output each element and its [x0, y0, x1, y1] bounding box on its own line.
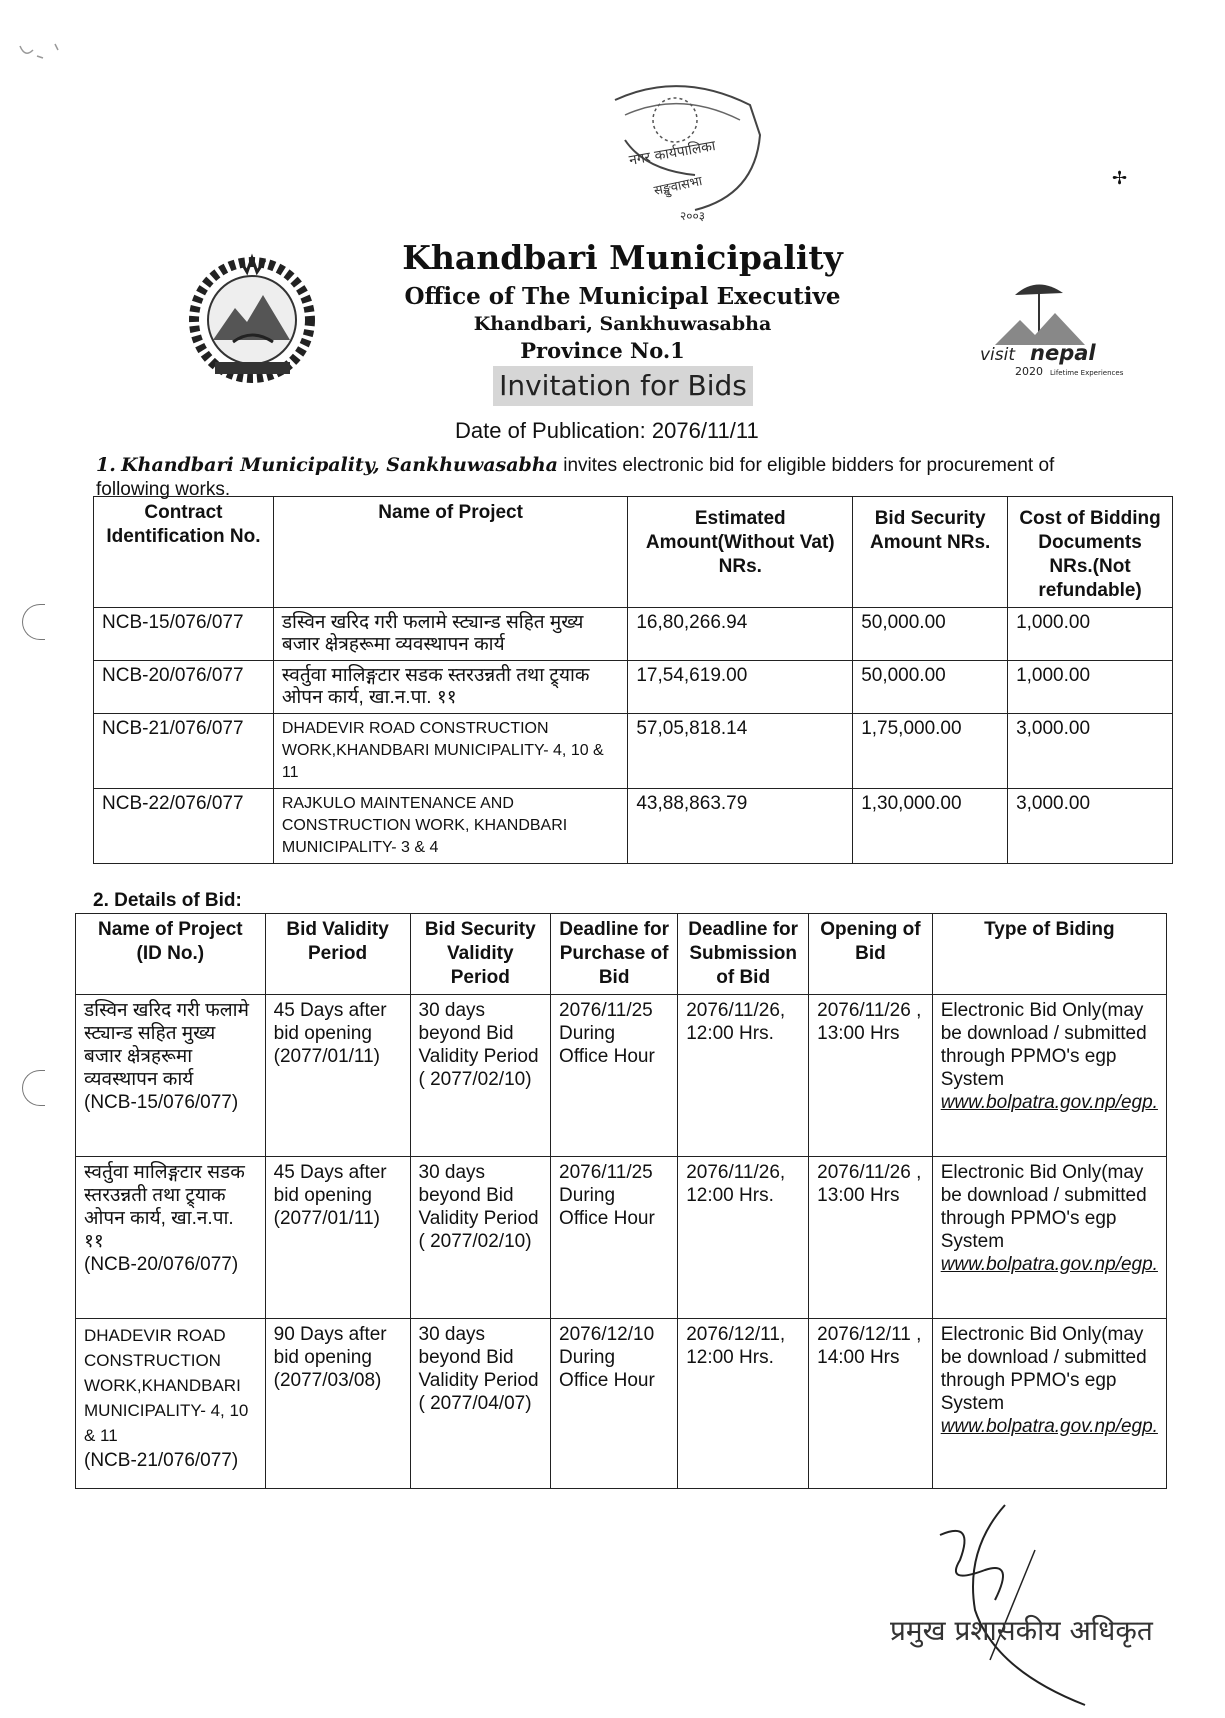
- table-row: [76, 1157, 1167, 1319]
- col-header-bid-security: Bid Security Amount NRs.: [853, 497, 1008, 608]
- office-address: Khandbari, Sankhuwasabha: [473, 313, 772, 335]
- contract-id-cell: NCB-22/076/077: [94, 789, 274, 864]
- scan-mark-icon: [15, 38, 75, 68]
- project-name-cell: स्वर्तुवा मालिङ्गटार सडक स्तरउन्नती तथा ट्र्याक ओपन कार्य, खा.न.पा. ११: [273, 661, 627, 714]
- bid-validity-cell: 45 Days after bid opening (2077/01/11): [265, 1157, 410, 1319]
- project-cell: [76, 1319, 266, 1489]
- col-header-contract-id: Contract Identification No.: [94, 497, 274, 608]
- bid-details-header-row: [76, 914, 1167, 995]
- col-header-bid-opening: Opening of Bid: [809, 914, 933, 995]
- col-header-bid-validity: Bid Validity Period: [265, 914, 410, 995]
- scan-mark-star-icon: ✢: [1112, 168, 1128, 189]
- bid-details-table: [75, 913, 1167, 1489]
- bid-opening-cell: 2076/11/26 , 13:00 Hrs: [809, 1157, 933, 1319]
- project-id: (NCB-20/076/077): [84, 1254, 239, 1275]
- purchase-deadline-cell: 2076/11/25 During Office Hour: [551, 995, 678, 1157]
- office-seal-stamp-icon: [585, 80, 775, 240]
- table-row: [94, 608, 1173, 661]
- bidding-type-cell: [932, 1157, 1166, 1319]
- purchase-deadline-cell: 2076/12/10 During Office Hour: [551, 1319, 678, 1489]
- project-name: स्वर्तुवा मालिङ्गटार सडक स्तरउन्नती तथा ट्र्याक ओपन कार्य, खा.न.पा. ११: [84, 1162, 245, 1252]
- security-validity-cell: 30 days beyond Bid Validity Period ( 2077/02/10): [410, 1157, 551, 1319]
- svg-text:2020: 2020: [1015, 365, 1043, 378]
- visit-nepal-logo-icon: [975, 275, 1124, 385]
- table-row: [76, 1319, 1167, 1489]
- security-validity-cell: 30 days beyond Bid Validity Period ( 2077/02/10): [410, 995, 551, 1157]
- intro-number: 1.: [96, 454, 116, 476]
- bidding-type-cell: [932, 995, 1166, 1157]
- security-validity-cell: 30 days beyond Bid Validity Period ( 2077/04/07): [410, 1319, 551, 1489]
- project-id: (NCB-15/076/077): [84, 1092, 239, 1113]
- signature-stamp-text: प्रमुख प्रशासकीय अधिकृत: [890, 1614, 1153, 1647]
- bidding-type-text: Electronic Bid Only(may be download / submitted through PPMO's egp System: [940, 1324, 1147, 1414]
- table-row: [76, 995, 1167, 1157]
- svg-text:Lifetime Experiences: Lifetime Experiences: [1050, 369, 1124, 377]
- bid-security-cell: 1,75,000.00: [853, 714, 1008, 789]
- col-header-project-id: Name of Project (ID No.): [76, 914, 266, 995]
- table-row: [94, 661, 1173, 714]
- svg-text:२००३: २००३: [680, 209, 705, 223]
- col-header-estimated-amount: Estimated Amount(Without Vat) NRs.: [628, 497, 853, 608]
- publication-date: Date of Publication: 2076/11/11: [455, 418, 759, 443]
- project-cell: [76, 1157, 266, 1319]
- bidding-type-text: Electronic Bid Only(may be download / submitted through PPMO's egp System: [940, 1000, 1147, 1090]
- estimated-amount-cell: 57,05,818.14: [628, 714, 853, 789]
- works-table-header-row: [94, 497, 1173, 608]
- svg-text:नगर कार्यपालिका: नगर कार्यपालिका: [627, 138, 717, 169]
- col-header-security-validity: Bid Security Validity Period: [410, 914, 551, 995]
- col-header-bidding-cost: Cost of Bidding Documents NRs.(Not refundable): [1008, 497, 1173, 608]
- table-row: [94, 789, 1173, 864]
- project-name-cell: RAJKULO MAINTENANCE AND CONSTRUCTION WORK, KHANDBARI MUNICIPALITY- 3 & 4: [273, 789, 627, 864]
- egp-link[interactable]: www.bolpatra.gov.np/egp.: [940, 1416, 1158, 1437]
- purchase-deadline-cell: 2076/11/25 During Office Hour: [551, 1157, 678, 1319]
- svg-text:visit: visit: [980, 345, 1016, 365]
- bidding-type-text: Electronic Bid Only(may be download / submitted through PPMO's egp System: [940, 1162, 1147, 1252]
- egp-link[interactable]: www.bolpatra.gov.np/egp.: [940, 1092, 1158, 1113]
- municipality-name: Khandbari Municipality: [402, 238, 843, 277]
- svg-text:nepal: nepal: [1030, 341, 1096, 365]
- office-name: Office of The Municipal Executive: [404, 283, 841, 310]
- works-table: [93, 496, 1173, 864]
- submission-deadline-cell: 2076/11/26, 12:00 Hrs.: [678, 1157, 809, 1319]
- svg-text:सङ्खुवासभा: सङ्खुवासभा: [652, 174, 704, 199]
- contract-id-cell: NCB-15/076/077: [94, 608, 274, 661]
- punch-hole-mark-icon: [22, 604, 45, 640]
- project-name-cell: डस्विन खरिद गरी फलामे स्ट्यान्ड सहित मुख्य बजार क्षेत्रहरूमा व्यवस्थापन कार्य: [273, 608, 627, 661]
- bidding-cost-cell: 1,000.00: [1008, 608, 1173, 661]
- estimated-amount-cell: 17,54,619.00: [628, 661, 853, 714]
- intro-paragraph: [96, 453, 1116, 502]
- bid-validity-cell: 90 Days after bid opening (2077/03/08): [265, 1319, 410, 1489]
- project-name: डस्विन खरिद गरी फलामे स्ट्यान्ड सहित मुख्य बजार क्षेत्रहरूमा व्यवस्थापन कार्य: [84, 1000, 249, 1090]
- bidding-cost-cell: 3,000.00: [1008, 789, 1173, 864]
- col-header-bidding-type: Type of Biding: [932, 914, 1166, 995]
- estimated-amount-cell: 43,88,863.79: [628, 789, 853, 864]
- egp-link[interactable]: www.bolpatra.gov.np/egp.: [940, 1254, 1158, 1275]
- bidding-cost-cell: 1,000.00: [1008, 661, 1173, 714]
- bid-security-cell: 50,000.00: [853, 661, 1008, 714]
- bid-validity-cell: 45 Days after bid opening (2077/01/11): [265, 995, 410, 1157]
- bid-security-cell: 50,000.00: [853, 608, 1008, 661]
- project-name: DHADEVIR ROAD CONSTRUCTION WORK,KHANDBARI MUNICIPALITY- 4, 10 & 11: [84, 1326, 249, 1445]
- contract-id-cell: NCB-20/076/077: [94, 661, 274, 714]
- col-header-purchase-deadline: Deadline for Purchase of Bid: [551, 914, 678, 995]
- bid-security-cell: 1,30,000.00: [853, 789, 1008, 864]
- punch-hole-mark-icon: [22, 1070, 45, 1106]
- details-of-bid-heading: 2. Details of Bid:: [93, 890, 242, 911]
- bid-opening-cell: 2076/11/26 , 13:00 Hrs: [809, 995, 933, 1157]
- invitation-title: Invitation for Bids: [493, 366, 753, 406]
- table-row: [94, 714, 1173, 789]
- bidding-cost-cell: 3,000.00: [1008, 714, 1173, 789]
- col-header-project-name: Name of Project: [273, 497, 627, 608]
- project-name-cell: DHADEVIR ROAD CONSTRUCTION WORK,KHANDBARI MUNICIPALITY- 4, 10 & 11: [273, 714, 627, 789]
- official-signature-icon: [885, 1490, 1153, 1710]
- province-label: Province No.1: [520, 338, 685, 363]
- contract-id-cell: NCB-21/076/077: [94, 714, 274, 789]
- bidding-type-cell: [932, 1319, 1166, 1489]
- submission-deadline-cell: 2076/12/11, 12:00 Hrs.: [678, 1319, 809, 1489]
- estimated-amount-cell: 16,80,266.94: [628, 608, 853, 661]
- project-id: (NCB-21/076/077): [84, 1450, 239, 1471]
- bid-opening-cell: 2076/12/11 , 14:00 Hrs: [809, 1319, 933, 1489]
- project-cell: [76, 995, 266, 1157]
- submission-deadline-cell: 2076/11/26, 12:00 Hrs.: [678, 995, 809, 1157]
- intro-org: Khandbari Municipality, Sankhuwasabha: [121, 454, 558, 476]
- col-header-submission-deadline: Deadline for Submission of Bid: [678, 914, 809, 995]
- intro-text: invites electronic bid for eligible bidders for procurement of following works.: [96, 455, 1055, 500]
